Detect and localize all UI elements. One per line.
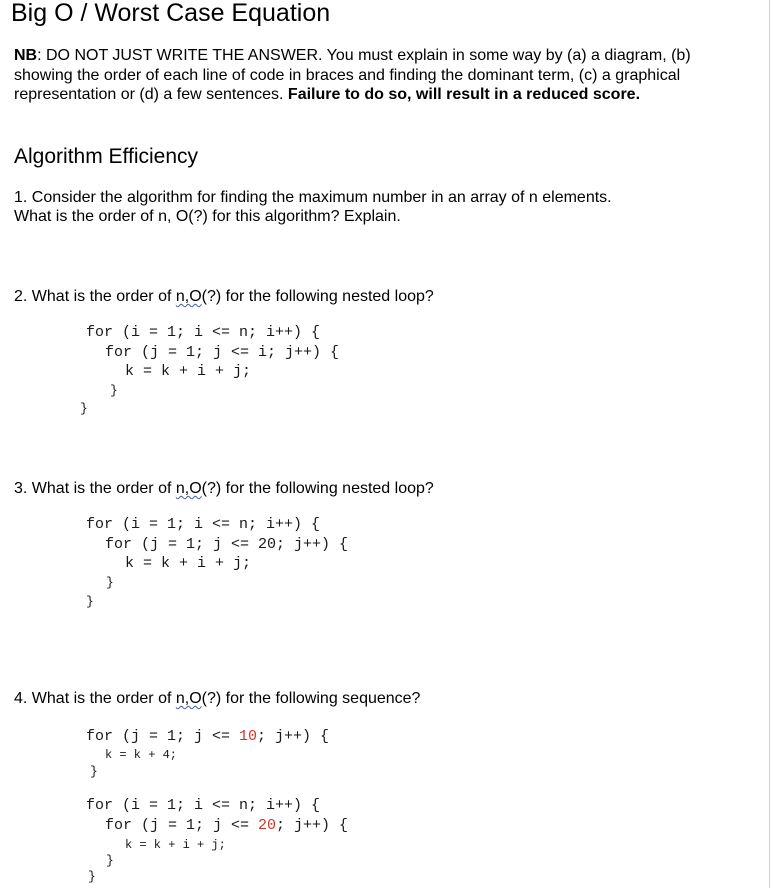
- q4b-loop-limit: 20: [258, 817, 277, 834]
- q3-code-line1: for (i = 1; i <= n; i++) {: [86, 516, 321, 533]
- q4a-code-line1: [86, 727, 329, 747]
- nb-text: : DO NOT JUST WRITE THE ANSWER. You must explain in some way by (a) a diagram, (b) showing the order of each line of code in braces and finding the dominant term, (c) a graphical representation or (d) a few sentences.: [14, 47, 691, 103]
- q3-underlined: n,O: [175, 480, 202, 497]
- q2-code-line2: for (j = 1; j <= i; j++) {: [105, 344, 340, 361]
- nb-warning: Failure to do so, will result in a reduced score.: [287, 86, 641, 103]
- q3-code-line3: k = k + i + j;: [125, 555, 252, 572]
- section-heading: Algorithm Efficiency: [14, 145, 199, 168]
- instructions-paragraph: [14, 46, 714, 105]
- q4-suffix: (?) for the following sequence?: [201, 690, 421, 707]
- q3-prompt: [14, 479, 434, 499]
- q2-code-line3: k = k + i + j;: [125, 363, 252, 380]
- q4b-line2-pre: for (j = 1; j <=: [105, 817, 259, 834]
- q4a-code-line3: }: [90, 764, 98, 779]
- q4a-line1-post: ; j++) {: [257, 728, 330, 745]
- q4b-code-line2: [105, 816, 348, 836]
- q4b-code-line1: for (i = 1; i <= n; i++) {: [86, 797, 321, 814]
- q3-prefix: 3. What is the order of: [14, 480, 176, 497]
- q4b-code-line5: }: [88, 869, 96, 884]
- page-title: Big O / Worst Case Equation: [11, 0, 331, 27]
- q4-prefix: 4. What is the order of: [14, 690, 176, 707]
- q3-code-line2: for (j = 1; j <= 20; j++) {: [105, 536, 349, 553]
- q1-line2: What is the order of n, O(?) for this algorithm? Explain.: [14, 208, 401, 225]
- q2-suffix: (?) for the following nested loop?: [201, 288, 434, 305]
- q4a-loop-limit: 10: [239, 728, 258, 745]
- q1-line1: 1. Consider the algorithm for finding the maximum number in an array of n elements.: [14, 189, 612, 206]
- page-edge-divider: [769, 0, 770, 888]
- q2-code-line5: }: [80, 401, 88, 416]
- q2-code-line4: }: [110, 383, 118, 398]
- q4a-code-line2: k = k + 4;: [105, 748, 178, 762]
- q4b-line2-post: ; j++) {: [276, 817, 349, 834]
- q3-code-line5: }: [86, 594, 94, 609]
- q4-prompt: [14, 689, 420, 709]
- q4b-code-line3: k = k + i + j;: [125, 838, 226, 852]
- q4a-line1-pre: for (j = 1; j <=: [86, 728, 240, 745]
- q4b-code-line4: }: [106, 853, 114, 868]
- q4-underlined: n,O: [175, 690, 202, 707]
- q2-prefix: 2. What is the order of: [14, 288, 176, 305]
- q3-code-line4: }: [106, 575, 114, 590]
- q2-underlined: n,O: [175, 288, 202, 305]
- nb-label: NB: [14, 47, 38, 64]
- q3-suffix: (?) for the following nested loop?: [201, 480, 434, 497]
- q2-prompt: [14, 287, 434, 307]
- q2-code-line1: for (i = 1; i <= n; i++) {: [86, 324, 321, 341]
